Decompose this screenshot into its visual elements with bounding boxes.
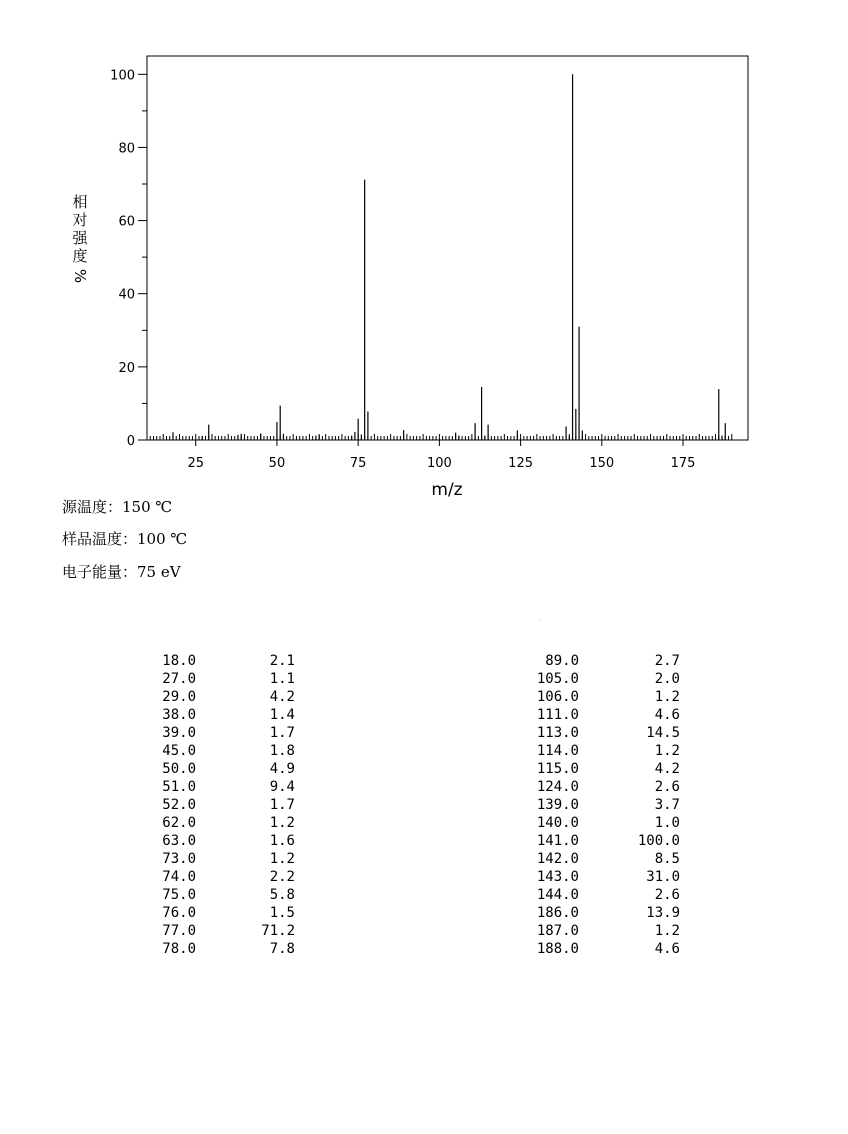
y-tick-label: 80 [118, 141, 135, 157]
peak-row [525, 670, 685, 688]
peak-intensity: 13.9 [646, 905, 680, 921]
peak-row [150, 832, 300, 850]
x-axis-label: m/z [431, 480, 463, 500]
peak-mz: 62.0 [162, 815, 196, 831]
peak-mz: 144.0 [536, 887, 579, 903]
peak-intensity: 2.6 [654, 779, 680, 795]
peak-row [150, 778, 300, 796]
peak-intensity: 31.0 [646, 869, 680, 885]
peak-mz: 139.0 [536, 797, 579, 813]
y-axis-label-unit: % [71, 268, 89, 284]
peak-row [150, 670, 300, 688]
peak-mz: 50.0 [162, 761, 196, 777]
peak-intensity: 9.4 [269, 779, 295, 795]
peak-intensity: 1.6 [269, 833, 295, 849]
peak-intensity: 2.2 [269, 869, 295, 885]
peak-intensity: 1.2 [654, 689, 680, 705]
peak-mz: 141.0 [536, 833, 579, 849]
peak-mz: 73.0 [162, 851, 196, 867]
peak-mz: 114.0 [536, 743, 579, 759]
peak-intensity: 4.2 [654, 761, 680, 777]
peak-mz: 140.0 [536, 815, 579, 831]
peak-intensity: 1.8 [269, 743, 295, 759]
peak-row [150, 760, 300, 778]
peak-intensity: 7.8 [269, 941, 295, 957]
y-axis-label-char: 强 [72, 229, 88, 247]
peak-intensity: 4.9 [269, 761, 295, 777]
peak-intensity: 4.6 [654, 941, 680, 957]
sample-temperature: 样品温度：100 ℃ [62, 530, 188, 548]
peak-intensity: 1.2 [654, 923, 680, 939]
peak-intensity: 71.2 [261, 923, 295, 939]
stray-dot [539, 620, 540, 621]
peak-row [150, 652, 300, 670]
mass-spectrum-chart [0, 0, 848, 510]
peak-row [525, 652, 685, 670]
peak-row [150, 922, 300, 940]
peak-mz: 51.0 [162, 779, 196, 795]
peak-mz: 45.0 [162, 743, 196, 759]
peak-row [150, 940, 300, 958]
peak-mz: 27.0 [162, 671, 196, 687]
y-axis-label-char: 相 [72, 193, 88, 211]
peak-row [525, 850, 685, 868]
peak-intensity: 4.2 [269, 689, 295, 705]
peak-row [150, 688, 300, 706]
peak-mz: 77.0 [162, 923, 196, 939]
peak-mz: 113.0 [536, 725, 579, 741]
peak-row [525, 922, 685, 940]
peak-intensity: 8.5 [654, 851, 680, 867]
peak-row [525, 778, 685, 796]
y-tick-label: 40 [118, 287, 135, 303]
peak-intensity: 100.0 [637, 833, 680, 849]
y-ticks [110, 68, 147, 449]
peak-intensity: 1.5 [269, 905, 295, 921]
peak-intensity: 2.6 [654, 887, 680, 903]
peak-row [150, 796, 300, 814]
spectrum-bars [173, 74, 725, 440]
peak-intensity: 1.2 [269, 815, 295, 831]
peak-row [525, 904, 685, 922]
peak-row [525, 706, 685, 724]
x-tick-label: 25 [187, 456, 205, 471]
x-tick-label: 50 [268, 456, 286, 471]
peak-mz: 187.0 [536, 923, 579, 939]
peak-mz: 18.0 [162, 653, 196, 669]
peak-intensity: 3.7 [654, 797, 680, 813]
peak-mz: 89.0 [545, 653, 579, 669]
peak-intensity: 1.7 [269, 797, 295, 813]
peak-mz: 76.0 [162, 905, 196, 921]
y-axis-label [70, 193, 90, 285]
peak-intensity: 2.0 [654, 671, 680, 687]
peak-row [150, 724, 300, 742]
peak-intensity: 2.7 [654, 653, 680, 669]
y-tick-label: 20 [118, 360, 135, 376]
peak-intensity: 2.1 [269, 653, 295, 669]
peak-table-left [150, 652, 300, 958]
peak-row [525, 832, 685, 850]
plot-frame [147, 56, 748, 440]
y-tick-label: 60 [118, 214, 135, 230]
peak-row [150, 868, 300, 886]
peak-mz: 63.0 [162, 833, 196, 849]
peak-mz: 111.0 [536, 707, 579, 723]
peak-mz: 186.0 [536, 905, 579, 921]
x-tick-label: 100 [426, 456, 452, 471]
source-temperature: 源温度：150 ℃ [62, 498, 173, 516]
y-axis-label-char: 度 [72, 247, 88, 265]
peak-mz: 142.0 [536, 851, 579, 867]
peak-mz: 124.0 [536, 779, 579, 795]
peak-row [525, 796, 685, 814]
x-tick-label: 175 [670, 456, 696, 471]
y-axis-label-char: 对 [72, 211, 88, 229]
peak-row [525, 814, 685, 832]
peak-intensity: 4.6 [654, 707, 680, 723]
x-major-ticks [187, 440, 695, 471]
peak-row [525, 886, 685, 904]
x-tick-label: 150 [589, 456, 615, 471]
peak-row [150, 814, 300, 832]
peak-intensity: 14.5 [646, 725, 680, 741]
peak-table-right [525, 652, 685, 958]
peak-mz: 188.0 [536, 941, 579, 957]
peak-mz: 143.0 [536, 869, 579, 885]
peak-intensity: 1.1 [269, 671, 295, 687]
peak-mz: 29.0 [162, 689, 196, 705]
peak-mz: 115.0 [536, 761, 579, 777]
peak-intensity: 1.2 [269, 851, 295, 867]
peak-row [525, 742, 685, 760]
peak-intensity: 1.4 [269, 707, 295, 723]
peak-row [525, 724, 685, 742]
x-minor-ticks [147, 434, 732, 440]
peak-intensity: 1.0 [654, 815, 680, 831]
peak-row [150, 904, 300, 922]
peak-row [525, 760, 685, 778]
peak-mz: 74.0 [162, 869, 196, 885]
x-tick-label: 75 [349, 456, 367, 471]
peak-row [525, 940, 685, 958]
peak-row [150, 850, 300, 868]
y-tick-label: 0 [126, 434, 135, 449]
peak-intensity: 5.8 [269, 887, 295, 903]
y-tick-label: 100 [110, 68, 135, 84]
peak-intensity: 1.7 [269, 725, 295, 741]
peak-mz: 38.0 [162, 707, 196, 723]
peak-mz: 105.0 [536, 671, 579, 687]
x-tick-label: 125 [508, 456, 534, 471]
peak-mz: 39.0 [162, 725, 196, 741]
peak-row [150, 886, 300, 904]
peak-row [525, 688, 685, 706]
peak-mz: 106.0 [536, 689, 579, 705]
peak-mz: 75.0 [162, 887, 196, 903]
peak-mz: 52.0 [162, 797, 196, 813]
peak-row [525, 868, 685, 886]
electron-energy: 电子能量：75 eV [62, 563, 181, 581]
peak-intensity: 1.2 [654, 743, 680, 759]
peak-row [150, 742, 300, 760]
peak-row [150, 706, 300, 724]
peak-mz: 78.0 [162, 941, 196, 957]
